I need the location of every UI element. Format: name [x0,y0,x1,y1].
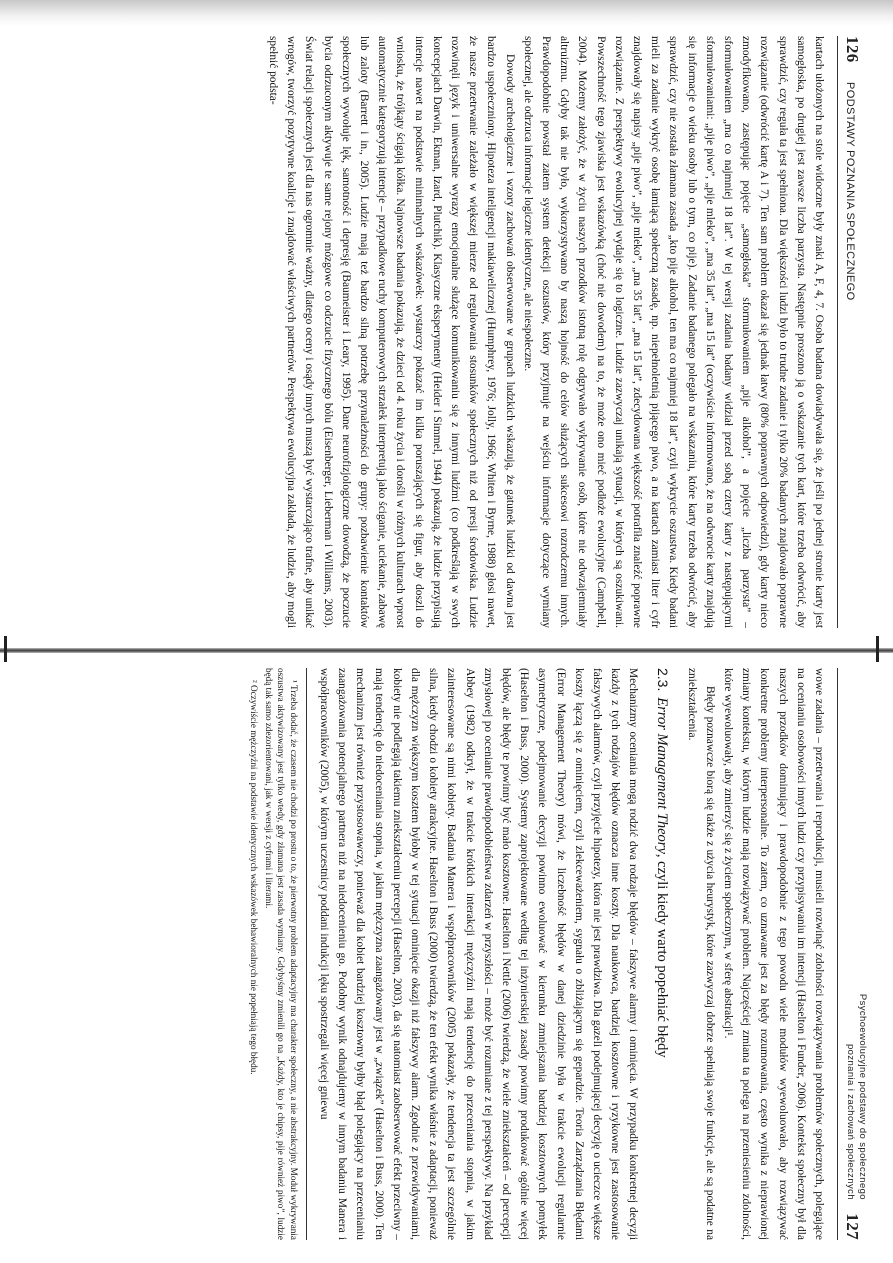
book-gutter [0,648,893,653]
left-running-head-text: PODSTAWY POZNANIA SPOŁECZNEGO [844,82,856,301]
gutter-mark-right [876,636,879,662]
left-page [48,36,868,628]
footnote-2: ² Oczywiście mężczyźni na podstawie identycznych wskazówek behawioralnych nie popełniają tego błędu. [248,680,259,1075]
right-page [48,668,868,1240]
footnotes [247,668,306,1240]
left-paragraph-2: Dowody archeologiczne i wzory zachowań obserwowane w grupach ludzkich wskazują, że gatunek ludzki od dawna jest bardzo uspołeczniony. Hipoteza inteligencji makiawelicznej (Humphrey, 1976; Jolly, 1966; Whiten i Byrne, 1988) głosi nawet, że nasze przetrwanie zależało w większej mierze od regulowania stosunków społecznych niż od presji środowiska. Ludzie rozwinęli język i uniwersalne wyrazy emocjonalne służące komunikowaniu się z innymi ludźmi (co podkreślają w swych koncepcjach Darwin, Ekman, Izard, Plutchik). Klasyczne eksperymenty (Heider i Simmel, 1944) pokazują, że ludzie przypisują intencje nawet na podstawie minimalnych wskazówek: wystarczy pokazać im kilka poruszających się figur, aby doszli do wniosku, że trójkąty ścigają kółka. Najnowsze badania pokazują, że dzieci od 4. roku życia i dorośli w różnych kulturach wprost automatycznie kategoryzują intencje – przypadkowe ruchy komputerowych strzałek interpretują jako ściganie, uciekanie, zabawę lub zaloty (Barrett i in., 2005). Ludzie mają też bardzo silną potrzebę przynależności do grupy: pozbawienie kontaktów społecznych wywołuje lęk, samotność i depresję (Baumeister i Leary, 1995). Dane neurofizjologiczne dowodzą, że poczucie bycia odrzuconym aktywuje te same rejony mózgowe co odczucie fizycznego bólu (Eisenberger, Lieberman i Williams, 2003). Świat relacji społecznych jest dla nas ogromnie ważny, dlatego oceny i osądy innych muszą być wystarczająco trafne, aby unikać wrogów, tworzyć pozytywne koalicje i znajdować właściwych partnerów. Perspektywa ewolucyjna zakłada, że ludzie, aby mogli spełnić podsta- [266,36,516,628]
section-title-rest: , czyli kiedy warto popełniać błędy [654,853,671,1058]
right-paragraph-1: wowe zadania – przetrwania i reprodukcji, musieli rozwinąć zdolności rozwiązywania problemów społecznych, polegające na ocenianiu osobowości innych ludzi czy przypisywaniu im intencji (Haselton i Funder, 2006). Kontekst społeczny był dla naszych przodków dominujący i prawdopodobnie z tego powodu wiele modułów wyewoluowało, aby rozwiązywać konkretne problemy interpersonalne. To zatem, co uznawane jest za błędy rozumowania, często wynika z nieprawionej zmiany kontekstu, w którym ludzie mają rozwiązywać problem. Najczęściej zmiana ta polega na przeniesieniu zdolności, które wyewoluowały, aby zmierzyć się z życiem społecznym, w sferę abstrakcji¹. [721,668,825,1240]
right-paragraph-2: Błędy poznawcze biorą się także z użycia heurystyk, które zazwyczaj dobrze spełniają swoje funkcje, ale są podatne na zniekształcenia. [685,668,716,1240]
right-running-head [837,668,868,1240]
right-running-head-text [844,994,868,1200]
section-title-italic: Error Management Theory [654,697,671,854]
right-running-head-line-1: Psychoewolucyjne podstawy do społecznego [857,993,868,1200]
left-paragraph-1: kartach ułożonych na stole widoczne były znaki A, F, 4, 7. Osoba badana dowiadywała się, że jeśli po jednej stronie karty jest samogłoska, po drugiej jest zawsze liczba parzysta. Następnie proszono ją o wskazanie tych kart, które trzeba odwrócić, aby sprawdzić, czy reguła ta jest spełniona. Dla większości ludzi było to trudne zadanie i tylko 20% badanych znajdowało poprawne rozwiązanie (odwrócić kartę A i 7). Ten sam problem okazał się jednak łatwy (80% poprawnych odpowiedzi), gdy karty nieco zmodyfikowano, zastępując pojęcie „samogłoska” sformułowaniem „pije alkohol”, a pojęcie „liczba parzysta” – sformułowaniem „ma co najmniej 18 lat”. W tej wersji zadania badany widział przed sobą cztery karty z następującymi sformułowaniami: „pije piwo”, „pije mleko”, „ma 35 lat”, „ma 15 lat” (oczywiście informowano, że na odwrocie karty znajdują się informacje o wieku osoby lub o tym, co pije). Zadanie badanego polegało na wskazaniu, które karty trzeba odwrócić, aby sprawdzić, czy nie została złamana zasada „kto pije alkohol, ten ma co najmniej 18 lat”, czyli wykrycie oszustwa. Kiedy badani mieli za zadanie wykryć osobę łamiącą społeczną zasadę, np. niepełnoletnią pijącego piwo, a na kartach zamiast liter i cyfr znajdowały się napisy „pije piwo”, „pije mleko”, „ma 35 lat”, „ma 15 lat”, zdecydowana większość potrafiła znaleźć poprawne rozwiązanie. Z perspektywy ewolucyjnej wydaje się to logiczne. Ludzie zazwyczaj unikają sytuacji, w których są oszukiwani. Powszechność tego zjawiska jest wskazówką (choć nie dowodem) na to, że może ono mieć podłoże ewolucyjne (Campbell, 2004). Możemy założyć, że w życiu naszych przodków istotną rolę odgrywało wykrywanie osób, które nie odwzajemniały altruizmu. Gdyby tak nie było, wykorzystywano by naszą hojność do celów służących sukcesowi rozrodczemu innych. Prawdopodobnie powstał zatem system detekcji oszustów, który przyjmuje na wejściu informacje dotyczące wymiany społecznej, ale odrzuca informacje logiczne identyczne, ale niespołeczne. [521,36,825,628]
right-page-number: 127 [843,1213,862,1240]
gutter-mark-left [4,636,7,662]
scan-edge-shadow [0,0,893,26]
right-running-head-line-2: poznania i zachowań społecznych [845,1043,856,1200]
section-heading [652,668,672,1240]
left-running-head [837,36,868,628]
left-page-body [48,36,828,628]
right-paragraph-3: Mechanizmy oceniania mogą rodzić dwa rodzaje błędów – fałszywe alarmy i ominięcia. W przypadku konkretnej decyzji każdy z tych rodzajów błędów oznacza inne koszty. Dla naukowca, bardziej kosztowne i ryzykowne jest zastosowanie fałszywych alarmów, czyli przyjęcie hipotezy, która nie jest prawdziwa. Dla gazeli podejmującej decyzję o ucieczce większe koszty łączą się z ominięciem, czyli zlekceważeniem, sygnału o zbliżającym się gepardzie. Teoria Zarządzania Błędami (Error Management Theory) mówi, że liczebność błędów w danej dziedzinie była w trakcie ewolucji regularnie asymetryczne, podejmowanie decyzji powinno ewoluować w kierunku zmniejszania bardziej kosztownych pomyłek (Haselton i Buss, 2000). Systemy zaprojektowane według tej inżynierskiej zasady powinny produkować ogólnie więcej błędów, ale błędy te powinny być mało kosztowne. Haselton i Nettle (2006) twierdzą, że wiele zniekształceń – od percepcji zmysłowej po ocenianie prawdopodobieństwa zdarzeń w przyszłości – może być rozumiane z tej perspektywy. Na przykład Abbey (1982) odkrył, że w trakcie krótkich interakcji mężczyźni mają tendencję do przeceniania stopnia, w jakim zainteresowane są nimi kobiety. Badania Manera i współpracowników (2005) pokazały, że tendencja ta jest szczególnie silna, kiedy chodzi o kobiety atrakcyjne. Haselton i Buss (2000) twierdzą, że ten efekt wynika właśnie z adaptacji, ponieważ dla mężczyzn większym kosztem byłoby w tej sytuacji ominięcie okazji niż fałszywy alarm. Zgodnie z przewidywaniami, kobiety nie podlegają takiemu zniekształceniu percepcji (Haselton, 2003), da się natomiast zaobserwować efekt przeciwny – mają tendencję do niedoceniania stopnia, w jakim mężczyzna zaangażowany jest w „związek” (Haselton i Buss, 2000). Ten mechanizm jest również przystosowawczy, ponieważ dla kobiet bardziej kosztowny byłby błąd polegający na przecenianiu zaangażowania potencjalnego partnera niż na niedocenieniu go. Podobny wynik odnajdujemy w innym badaniu Manera i współpracowników (2005), w którym uczestnicy poddani indukcji lęku spostrzegali więcej gniewu [317,668,640,1240]
footnote-1: ¹ Trzeba dodać, że czasem nie chodzi po prostu o to, że pierwotny problem adaptacyjny ma charakter społeczny, a nie abstrakcyjny. Moduł wykrywania oszustwa aktywizowany jest tylko wtedy, gdy złamana jest zasada wymiany. Gdybyśmy zmienili go na „Każdy, kto je chipsy, pije również piwo”, ludzie będą tak samo zdezorientowani, jak w wersji z cyframi i literami. [263,668,299,1240]
left-page-number: 126 [843,36,862,63]
section-number: 2.3. [655,668,672,692]
right-page-body [48,668,828,1240]
